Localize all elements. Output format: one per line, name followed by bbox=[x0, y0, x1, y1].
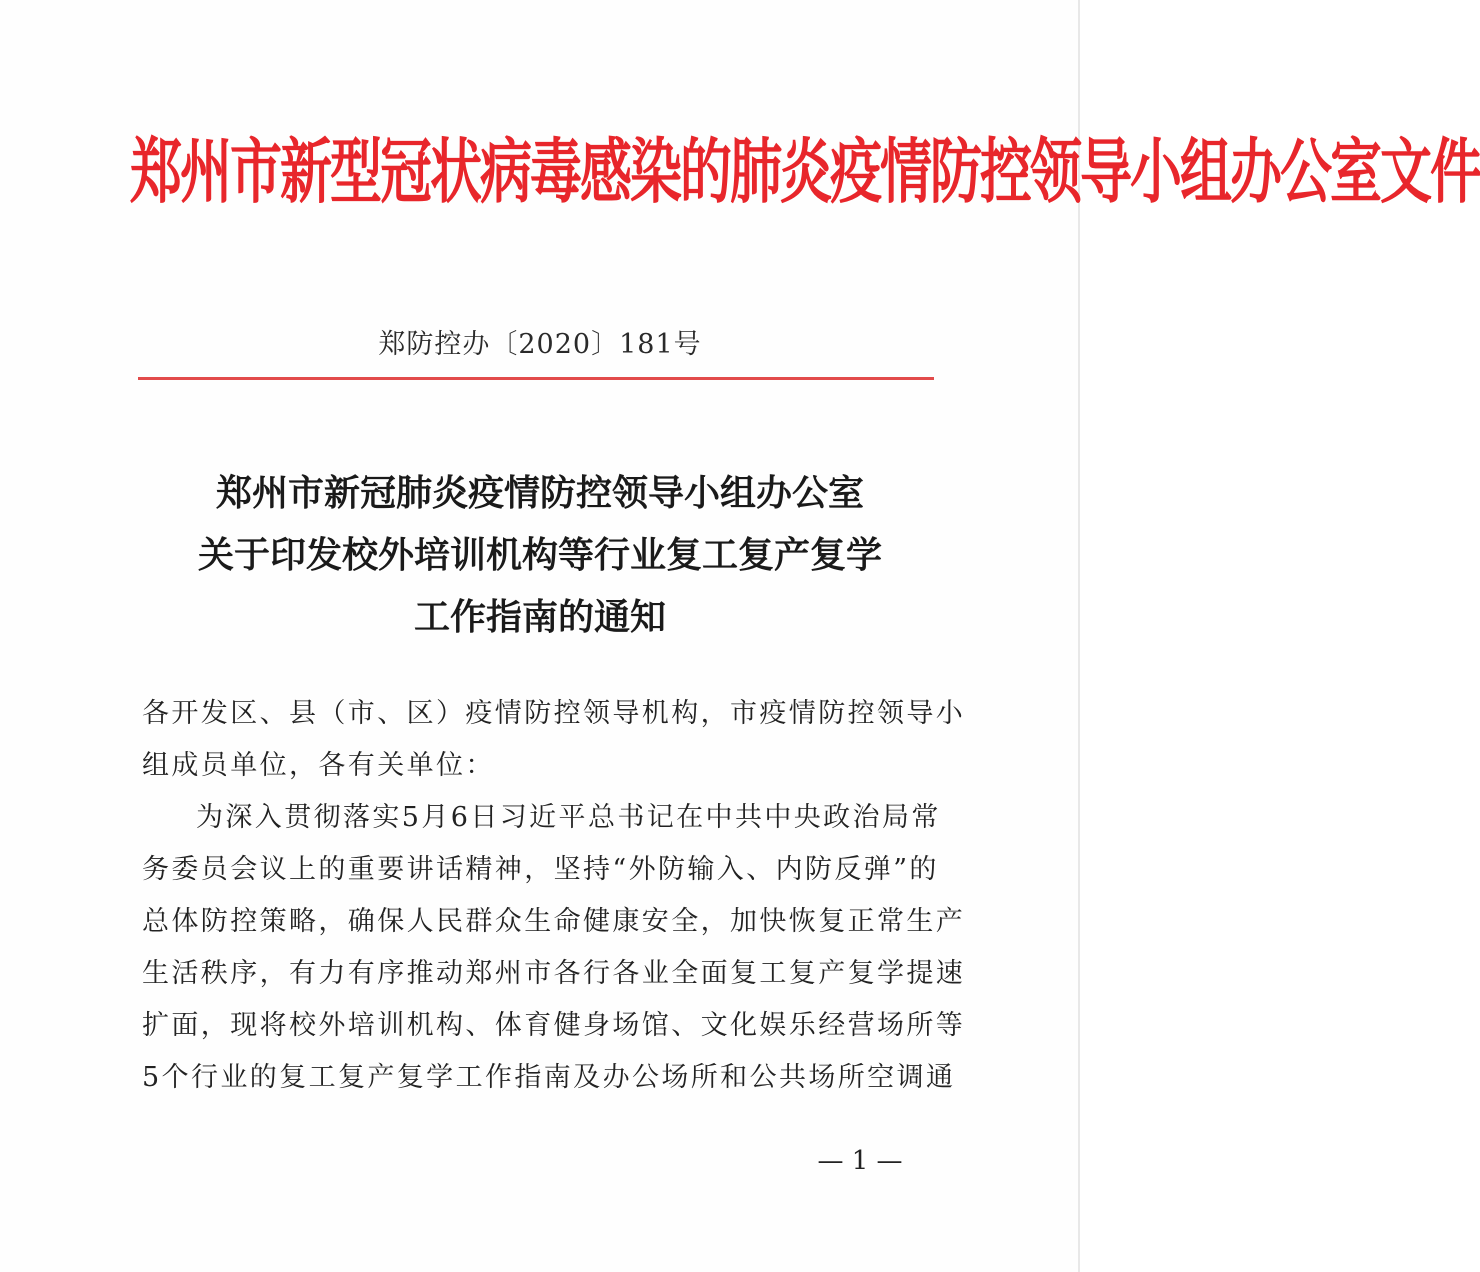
body-line: 为深入贯彻落实5月6日习近平总书记在中共中央政治局常 bbox=[196, 802, 941, 833]
title-line: 关于印发校外培训机构等行业复工复产复学 bbox=[197, 534, 882, 576]
body-line: 总体防控策略，确保人民群众生命健康安全，加快恢复正常生产 bbox=[142, 906, 966, 937]
title-line: 工作指南的通知 bbox=[413, 596, 666, 638]
body-line: 5个行业的复工复产复学工作指南及办公场所和公共场所空调通 bbox=[142, 1062, 956, 1093]
body-line: 生活秩序，有力有序推动郑州市各行各业全面复工复产复学提速 bbox=[142, 958, 966, 989]
body-line: 务委员会议上的重要讲话精神，坚持“外防输入、内防反弹”的 bbox=[142, 854, 939, 885]
red-divider-line bbox=[138, 377, 934, 380]
title-line: 郑州市新冠肺炎疫情防控领导小组办公室 bbox=[215, 472, 864, 514]
document-title bbox=[0, 462, 1080, 648]
issuing-office-heading: 郑州市新型冠状病毒感染的肺炎疫情防控领导小组办公室文件 bbox=[130, 131, 1480, 214]
body-line: 扩面，现将校外培训机构、体育健身场馆、文化娱乐经营场所等 bbox=[142, 1010, 966, 1041]
page-number: — 1 — bbox=[817, 1146, 903, 1176]
document-number: 郑防控办〔2020〕181号 bbox=[378, 329, 702, 360]
document-body bbox=[142, 688, 966, 1104]
body-line: 组成员单位，各有关单位： bbox=[142, 750, 495, 781]
body-line: 各开发区、县（市、区）疫情防控领导机构，市疫情防控领导小 bbox=[142, 698, 966, 729]
